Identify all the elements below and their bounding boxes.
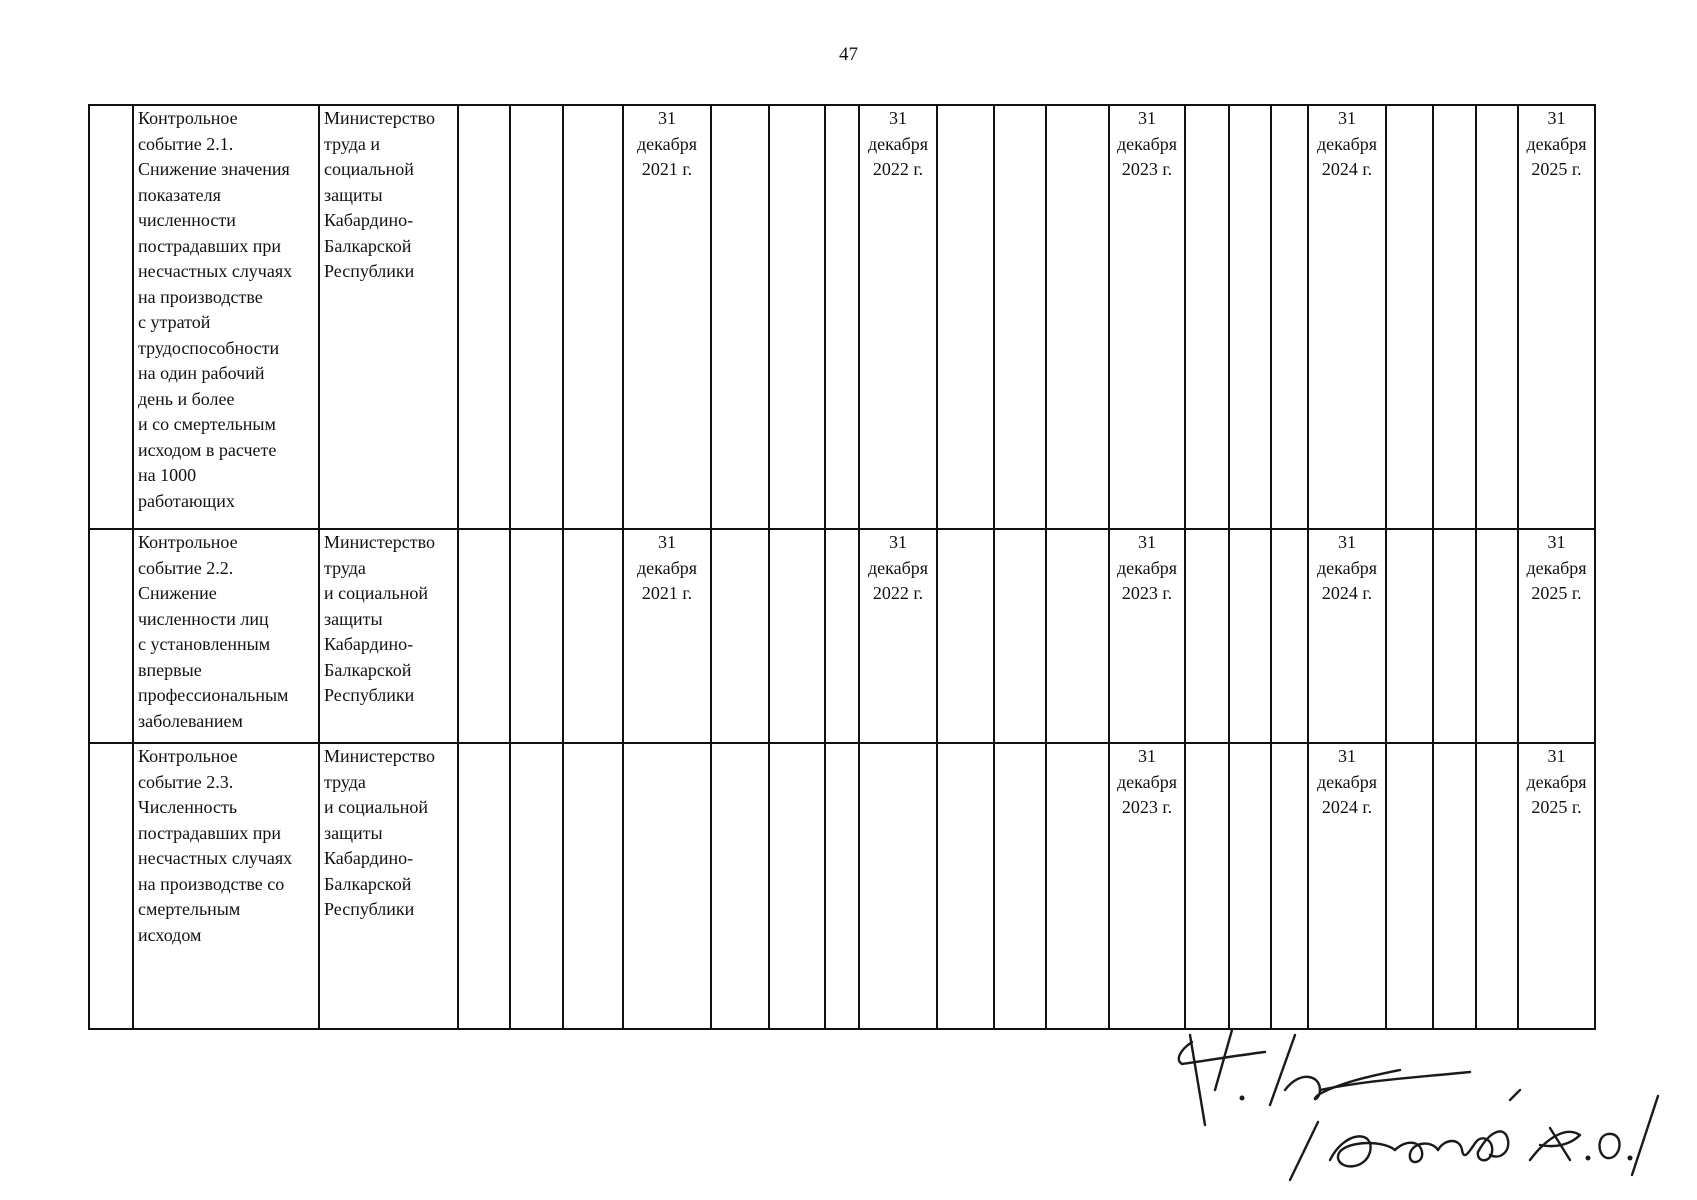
empty-cell — [937, 743, 994, 1029]
empty-cell — [1433, 105, 1476, 529]
table-row — [89, 743, 1595, 1029]
empty-cell — [510, 743, 563, 1029]
date-cell-2025: 31 декабря 2025 г. — [1518, 105, 1595, 529]
control-event-cell: Контрольное событие 2.3. Численность пострадавших при несчастных случаях на производстве со смертельным исходом — [133, 743, 319, 1029]
empty-cell — [458, 529, 510, 743]
empty-cell — [1433, 529, 1476, 743]
responsible-cell: Министерство труда и социальной защиты Кабардино- Балкарской Республики — [319, 743, 458, 1029]
date-cell-2025: 31 декабря 2025 г. — [1518, 743, 1595, 1029]
date-cell-2025: 31 декабря 2025 г. — [1518, 529, 1595, 743]
empty-cell — [1185, 743, 1229, 1029]
page-number: 47 — [839, 44, 858, 65]
empty-cell — [994, 743, 1046, 1029]
empty-cell — [937, 529, 994, 743]
empty-cell — [1229, 105, 1271, 529]
empty-cell — [1476, 529, 1518, 743]
date-cell-2022: 31 декабря 2022 г. — [859, 529, 937, 743]
empty-cell — [510, 105, 563, 529]
empty-cell — [1476, 743, 1518, 1029]
empty-cell — [458, 743, 510, 1029]
date-cell-2023: 31 декабря 2023 г. — [1109, 105, 1185, 529]
empty-cell — [1386, 529, 1433, 743]
date-cell-2021: 31 декабря 2021 г. — [623, 105, 711, 529]
row-number-cell — [89, 105, 133, 529]
empty-cell — [1229, 743, 1271, 1029]
empty-cell — [563, 743, 623, 1029]
empty-cell — [1046, 529, 1109, 743]
empty-cell — [458, 105, 510, 529]
date-cell-2022: 31 декабря 2022 г. — [859, 105, 937, 529]
responsible-cell: Министерство труда и социальной защиты Кабардино- Балкарской Республики — [319, 529, 458, 743]
empty-cell — [510, 529, 563, 743]
control-event-cell: Контрольное событие 2.1. Снижение значения показателя численности пострадавших при несчастных случаях на производстве с утратой трудоспособности на один рабочий день и более и со смертельным исходом в расчете на 1000 работающих — [133, 105, 319, 529]
empty-cell — [711, 105, 769, 529]
empty-cell — [1476, 105, 1518, 529]
date-cell-2023: 31 декабря 2023 г. — [1109, 743, 1185, 1029]
empty-cell — [563, 529, 623, 743]
control-events-table — [88, 104, 1596, 1030]
empty-cell — [825, 105, 859, 529]
empty-cell — [563, 105, 623, 529]
responsible-cell: Министерство труда и социальной защиты Кабардино- Балкарской Республики — [319, 105, 458, 529]
date-cell-2024: 31 декабря 2024 г. — [1308, 529, 1386, 743]
date-cell-2024: 31 декабря 2024 г. — [1308, 743, 1386, 1029]
empty-cell — [825, 529, 859, 743]
date-cell-2024: 31 декабря 2024 г. — [1308, 105, 1386, 529]
empty-cell — [1185, 105, 1229, 529]
control-event-cell: Контрольное событие 2.2. Снижение численности лиц с установленным впервые профессиональным заболеванием — [133, 529, 319, 743]
empty-cell — [769, 743, 825, 1029]
empty-cell — [1185, 529, 1229, 743]
empty-cell — [769, 529, 825, 743]
date-cell-2023: 31 декабря 2023 г. — [1109, 529, 1185, 743]
empty-cell — [1046, 743, 1109, 1029]
empty-cell — [1386, 105, 1433, 529]
empty-cell — [1271, 743, 1308, 1029]
date-cell-2021: 31 декабря 2021 г. — [623, 529, 711, 743]
empty-cell — [1229, 529, 1271, 743]
empty-cell — [994, 529, 1046, 743]
empty-cell — [994, 105, 1046, 529]
empty-cell — [859, 743, 937, 1029]
empty-cell — [1046, 105, 1109, 529]
empty-cell — [825, 743, 859, 1029]
empty-cell — [769, 105, 825, 529]
row-number-cell — [89, 529, 133, 743]
table-row — [89, 529, 1595, 743]
empty-cell — [623, 743, 711, 1029]
empty-cell — [937, 105, 994, 529]
table-row — [89, 105, 1595, 529]
empty-cell — [1386, 743, 1433, 1029]
empty-cell — [711, 529, 769, 743]
empty-cell — [1271, 529, 1308, 743]
handwritten-signature — [1170, 1030, 1660, 1190]
empty-cell — [1271, 105, 1308, 529]
empty-cell — [1433, 743, 1476, 1029]
row-number-cell — [89, 743, 133, 1029]
empty-cell — [711, 743, 769, 1029]
